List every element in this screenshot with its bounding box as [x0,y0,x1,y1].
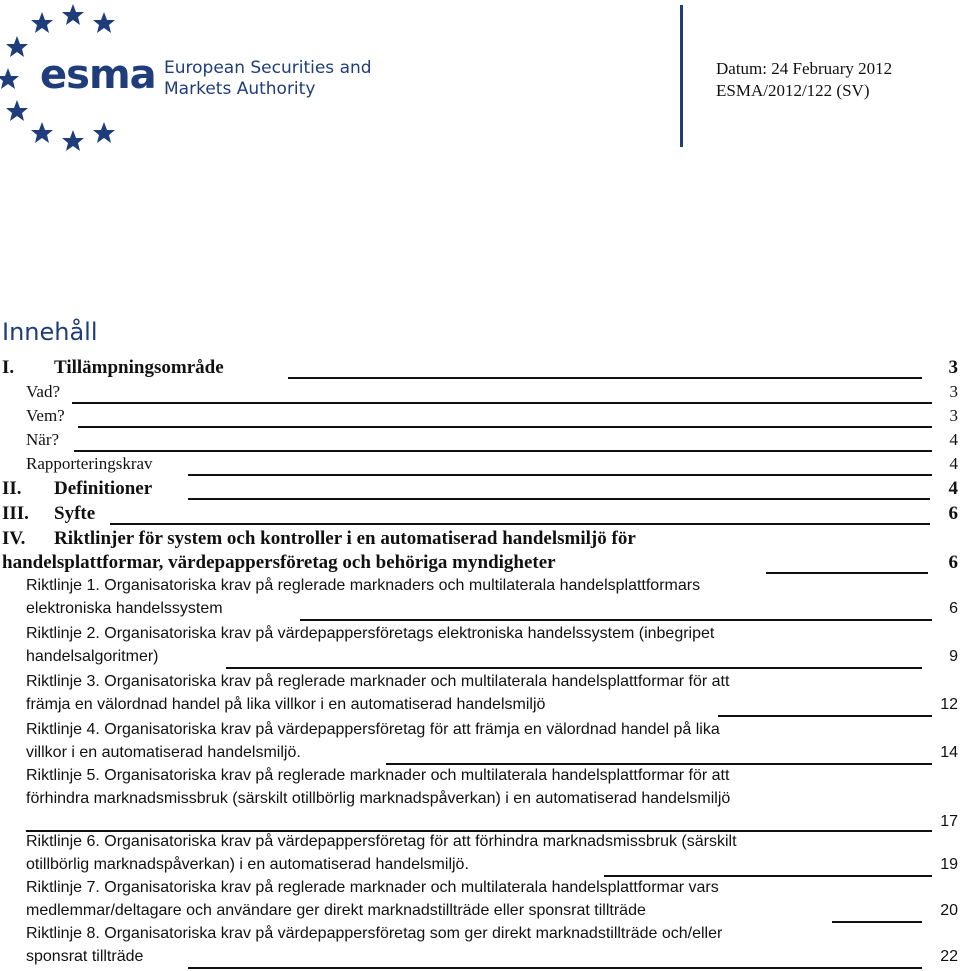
toc-page-number: 3 [949,382,958,401]
toc-entry-title-line1: Riktlinje 2. Organisatoriska krav på värdepappersföretags elektroniska handelssystem (inbegripet [26,625,715,642]
toc-entry-title: Syfte [54,503,96,524]
toc-page-number: 19 [940,856,958,873]
toc-page-number: 3 [948,357,958,378]
toc-entry[interactable] [0,925,960,971]
toc-page-number: 20 [940,902,958,919]
toc-entry[interactable] [0,833,960,879]
toc-entry[interactable] [0,879,960,925]
toc-entry-title: När? [26,430,60,449]
toc-leader-line [300,619,932,621]
toc-entry[interactable] [0,357,960,383]
toc-entry[interactable] [0,454,960,478]
document-date: Datum: 24 February 2012 [716,59,893,78]
toc-entry[interactable] [0,528,960,578]
toc-leader-line [188,474,932,476]
toc-entry[interactable] [0,503,960,529]
toc-leader-line [72,402,932,404]
toc-section-number: I. [2,357,15,378]
toc-leader-line [288,377,922,379]
toc-section-number: II. [2,478,22,499]
document-meta [716,58,892,102]
toc-entry-title-line1: Riktlinje 8. Organisatoriska krav på värdepappersföretag som ger direkt marknadstillträde och/eller [26,925,723,942]
toc-entry-title-line2: villkor i en automatiserad handelsmiljö. [26,744,301,761]
toc-entry-title-line1: Riktlinje 1. Organisatoriska krav på reglerade marknaders och multilaterala handelsplattformars [26,577,701,594]
toc-page-number: 4 [949,430,958,449]
toc-entry-title-line2: sponsrat tillträde [26,948,144,965]
toc-page-number: 4 [949,454,958,473]
toc-page-number: 12 [940,696,958,713]
document-header [0,0,960,160]
toc-entry[interactable] [0,673,960,721]
toc-section-number: III. [2,503,29,524]
toc-page-number: 4 [948,478,958,499]
toc-entry-title-line2: handelsalgoritmer) [26,648,159,665]
toc-entry[interactable] [0,721,960,767]
toc-entry[interactable] [0,577,960,625]
organization-name: European Securities and Markets Authority [164,58,372,99]
toc-page-number: 9 [949,648,958,665]
toc-leader-line [26,830,932,832]
toc-entry-title: Rapporteringskrav [26,454,153,473]
toc-leader-line [110,523,930,525]
toc-page-number: 17 [940,813,958,830]
toc-entry-title-line2: handelsplattformar, värdepappersföretag och behöriga myndigheter [2,552,556,573]
toc-entry-title-line2: främja en välordnad handel på lika villkor i en automatiserad handelsmiljö [26,696,546,713]
toc-entry-title-line2: förhindra marknadsmissbruk (särskilt otillbörlig marknadspåverkan) i en automatiserad handelsmiljö [26,790,731,807]
toc-leader-line [766,572,928,574]
toc-page-number: 14 [940,744,958,761]
toc-leader-line [74,450,932,452]
toc-entry-title: Vad? [26,382,60,401]
toc-entry-title-line1: Riktlinjer för system och kontroller i en automatiserad handelsmiljö för [54,528,636,549]
toc-entry[interactable] [0,430,960,454]
document-reference: ESMA/2012/122 (SV) [716,81,870,100]
esma-logo: esma [40,52,156,98]
toc-entry-title: Vem? [26,406,65,425]
toc-entry-title-line1: Riktlinje 7. Organisatoriska krav på reglerade marknader och multilaterala handelsplattformar vars [26,879,719,896]
toc-leader-line [226,667,922,669]
toc-entry-title-line2: medlemmar/deltagare och användare ger direkt marknadstillträde eller sponsrat tillträde [26,902,646,919]
toc-entry-title-line2: elektroniska handelssystem [26,600,223,617]
toc-page-number: 3 [949,406,958,425]
toc-entry[interactable] [0,625,960,673]
toc-entry[interactable] [0,406,960,430]
toc-leader-line [832,921,922,923]
toc-entry-title-line1: Riktlinje 3. Organisatoriska krav på reglerade marknader och multilaterala handelsplattformar för att [26,673,730,690]
toc-section-number: IV. [2,528,26,549]
toc-entry-title-line2: otillbörlig marknadspåverkan) i en automatiserad handelsmiljö. [26,856,469,873]
toc-page-number: 6 [949,600,958,617]
toc-leader-line [188,967,922,969]
toc-entry-title-line1: Riktlinje 5. Organisatoriska krav på reglerade marknader och multilaterala handelsplattformar för att [26,767,730,784]
toc-entry-title-line1: Riktlinje 4. Organisatoriska krav på värdepappersföretag för att främja en välordnad handel på lika [26,721,720,738]
toc-title: Innehåll [2,318,98,346]
toc-leader-line [78,426,932,428]
toc-leader-line [188,498,930,500]
toc-page-number: 22 [940,948,958,965]
toc-entry[interactable] [0,767,960,833]
toc-leader-line [718,715,932,717]
toc-page-number: 6 [948,503,958,524]
toc-page-number: 6 [948,552,958,573]
toc-entry-title-line1: Riktlinje 6. Organisatoriska krav på värdepappersföretag för att förhindra marknadsmissbruk (särskilt [26,833,737,850]
toc-entry-title: Tillämpningsområde [54,357,224,378]
header-divider [680,5,683,147]
toc-entry[interactable] [0,382,960,406]
toc-entry[interactable] [0,478,960,504]
toc-entry-title: Definitioner [54,478,153,499]
toc-leader-line [604,875,932,877]
toc-leader-line [386,763,932,765]
